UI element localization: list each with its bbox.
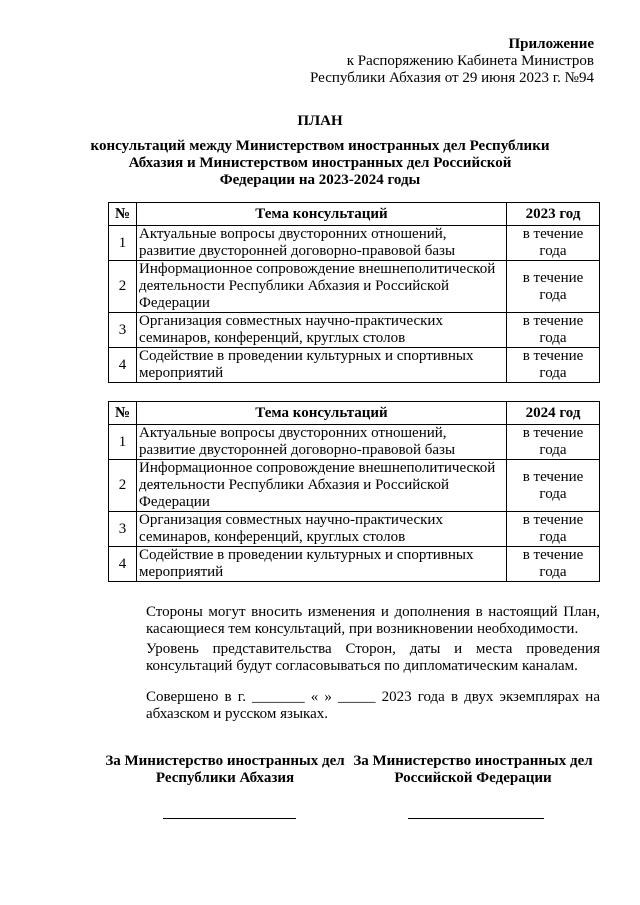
table-row [109, 512, 600, 547]
header-period: 2024 год [507, 402, 600, 425]
table-header-row [109, 203, 600, 226]
signature-right-line-2: Российской Федерации [394, 770, 552, 786]
row-period: в течение года [507, 348, 600, 383]
paragraph-representation [108, 641, 600, 675]
paragraph-amendments [108, 604, 600, 638]
header-topic: Тема консультаций [137, 203, 507, 226]
table-row [109, 547, 600, 582]
row-topic: Содействие в проведении культурных и спортивных мероприятий [137, 547, 507, 582]
consultations-table-2023 [108, 202, 600, 383]
signature-line-right [408, 818, 544, 819]
appendix-header [274, 36, 594, 87]
paragraph-representation-text: Уровень представительства Сторон, даты и места проведения консультаций будут согласовываться по дипломатическим каналам. [146, 641, 600, 674]
row-period: в течение года [507, 547, 600, 582]
row-period: в течение года [507, 425, 600, 460]
paragraph-done-at [108, 689, 600, 723]
paragraph-done-at-text: Совершено в г. _______ « » _____ 2023 года в двух экземплярах на абхазском и русском языках. [146, 689, 600, 722]
row-num: 1 [109, 425, 137, 460]
header-topic: Тема консультаций [137, 402, 507, 425]
row-num: 4 [109, 348, 137, 383]
row-topic: Актуальные вопросы двусторонних отношений, развитие двусторонней договорно-правовой базы [137, 226, 507, 261]
consultations-table-2024 [108, 401, 600, 582]
row-num: 2 [109, 460, 137, 512]
signature-block-abkhazia [100, 753, 350, 787]
signature-line-left [163, 818, 296, 819]
signature-left-line-1: За Министерство иностранных дел [105, 753, 345, 769]
row-topic: Организация совместных научно-практических семинаров, конференций, круглых столов [137, 313, 507, 348]
signature-right-line-1: За Министерство иностранных дел [353, 753, 593, 769]
table-row [109, 313, 600, 348]
paragraph-amendments-text: Стороны могут вносить изменения и дополнения в настоящий План, касающиеся тем консультаций, при возникновении необходимости. [146, 604, 600, 637]
table-row [109, 425, 600, 460]
row-period: в течение года [507, 512, 600, 547]
table-header-row [109, 402, 600, 425]
header-num: № [109, 203, 137, 226]
row-num: 4 [109, 547, 137, 582]
appendix-title: Приложение [508, 36, 594, 52]
table-row [109, 226, 600, 261]
table-row [109, 348, 600, 383]
header-period: 2023 год [507, 203, 600, 226]
row-period: в течение года [507, 313, 600, 348]
row-num: 2 [109, 261, 137, 313]
table-row [109, 261, 600, 313]
row-period: в течение года [507, 460, 600, 512]
plan-title: ПЛАН [297, 113, 343, 129]
signature-left-line-2: Республики Абхазия [155, 770, 295, 786]
row-num: 1 [109, 226, 137, 261]
row-num: 3 [109, 512, 137, 547]
row-topic: Информационное сопровождение внешнеполитической деятельности Республики Абхазия и Российской Федерации [137, 261, 507, 313]
appendix-line-1: к Распоряжению Кабинета Министров [346, 53, 594, 69]
row-topic: Информационное сопровождение внешнеполитической деятельности Республики Абхазия и Российской Федерации [137, 460, 507, 512]
table-row [109, 460, 600, 512]
row-topic: Актуальные вопросы двусторонних отношений, развитие двусторонней договорно-правовой базы [137, 425, 507, 460]
row-period: в течение года [507, 226, 600, 261]
row-period: в течение года [507, 261, 600, 313]
row-topic: Организация совместных научно-практических семинаров, конференций, круглых столов [137, 512, 507, 547]
row-topic: Содействие в проведении культурных и спортивных мероприятий [137, 348, 507, 383]
signature-block-russia [348, 753, 598, 787]
appendix-line-2: Республики Абхазия от 29 июня 2023 г. №94 [310, 70, 594, 86]
row-num: 3 [109, 313, 137, 348]
header-num: № [109, 402, 137, 425]
plan-subtitle: консультаций между Министерством иностранных дел Республики Абхазия и Министерством иностранных дел Российской Федерации на 2023-2024 годы [90, 138, 550, 188]
